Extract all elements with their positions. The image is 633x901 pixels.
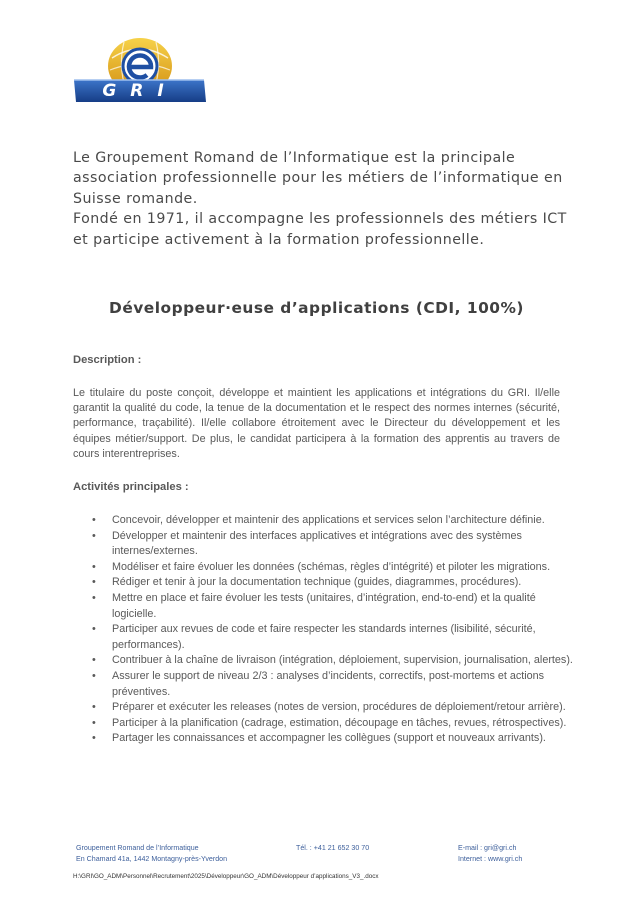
bullet-icon: • xyxy=(92,701,96,714)
bullet-icon: • xyxy=(92,514,96,526)
list-item: • Participer à la planification (cadrage, estimation, découpage en tâches, revues, rétrospectives). xyxy=(73,716,573,732)
footer-website: Internet : www.gri.ch xyxy=(458,855,523,863)
bullet-icon: • xyxy=(92,591,96,604)
intro-text xyxy=(73,148,573,250)
list-item: • Modéliser et faire évoluer les données (schémas, règles d’intégrité) et piloter les migrations. xyxy=(73,560,573,576)
file-path: H:\GRI\GO_ADM\Personnel\Recrutement\2025\Développeur\GO_ADM\Développeur d’applications_V3_.docx xyxy=(73,873,379,880)
footer-org: Groupement Romand de l’Informatique xyxy=(76,844,199,852)
bullet-icon: • xyxy=(92,732,96,745)
list-item: • Concevoir, développer et maintenir des applications et services selon l’architecture définie. xyxy=(73,513,573,529)
bullet-icon: • xyxy=(92,716,96,729)
list-item: • Préparer et exécuter les releases (notes de version, procédures de déploiement/retour arrière). xyxy=(73,700,573,716)
footer-phone: Tél. : +41 21 652 30 70 xyxy=(296,844,370,852)
bullet-icon: • xyxy=(92,560,96,573)
footer-email: E-mail : gri@gri.ch xyxy=(458,844,517,852)
bullet-icon: • xyxy=(92,654,96,667)
bullet-icon: • xyxy=(92,576,96,589)
list-item: • Partager les connaissances et accompagner les collègues (support et nouveaux arrivants). xyxy=(73,731,573,747)
list-item: • Mettre en place et faire évoluer les tests (unitaires, d’intégration, end-to-end) et la qualité logicielle. xyxy=(92,591,536,620)
description-text: Le titulaire du poste conçoit, développe et maintient les applications et intégrations du GRI. Il/elle garantit la qualité du code, la tenue de la documentation et le respect des normes internes (sécurité, performance, traçabilité). Il/elle collabore étroitement avec le Directeur du développement et les équipes métier/support. De plus, le candidat participera à la formation des apprentis au travers de cours interentreprises. xyxy=(73,387,560,460)
logo-text: GRI xyxy=(102,81,178,101)
bullet-icon: • xyxy=(92,623,96,636)
list-item: • Participer aux revues de code et faire respecter les standards internes (lisibilité, sécurité, performances). xyxy=(92,623,536,651)
list-item: • Rédiger et tenir à jour la documentation technique (guides, diagrammes, procédures). xyxy=(73,575,573,591)
footer-address: En Chamard 41a, 1442 Montagny-près-Yverdon xyxy=(76,855,228,863)
list-item: • Contribuer à la chaîne de livraison (intégration, déploiement, supervision, journalisation, alertes). xyxy=(73,653,573,669)
intro-paragraph-1: Le Groupement Romand de l’Informatique est la principale association professionnelle pour les métiers de l’informatique en Suisse romande. xyxy=(73,150,563,207)
job-title: Développeur·euse d’applications (CDI, 100%) xyxy=(109,299,524,317)
gri-logo xyxy=(72,36,208,104)
intro-paragraph-2: Fondé en 1971, il accompagne les professionnels des métiers ICT et participe activement à la formation professionnelle. xyxy=(73,211,567,248)
activities-list xyxy=(73,513,573,747)
list-item: • Développer et maintenir des interfaces applicatives et intégrations avec des systèmes internes/externes. xyxy=(92,529,522,558)
bullet-icon: • xyxy=(92,529,96,542)
footer-address-block xyxy=(76,843,227,865)
bullet-icon: • xyxy=(92,669,96,682)
list-item: • Assurer le support de niveau 2/3 : analyses d’incidents, correctifs, post-mortems et actions préventives. xyxy=(92,669,545,698)
footer-contact-block xyxy=(458,843,522,865)
description-heading: Description : xyxy=(73,354,142,366)
activities-heading: Activités principales : xyxy=(73,481,189,493)
